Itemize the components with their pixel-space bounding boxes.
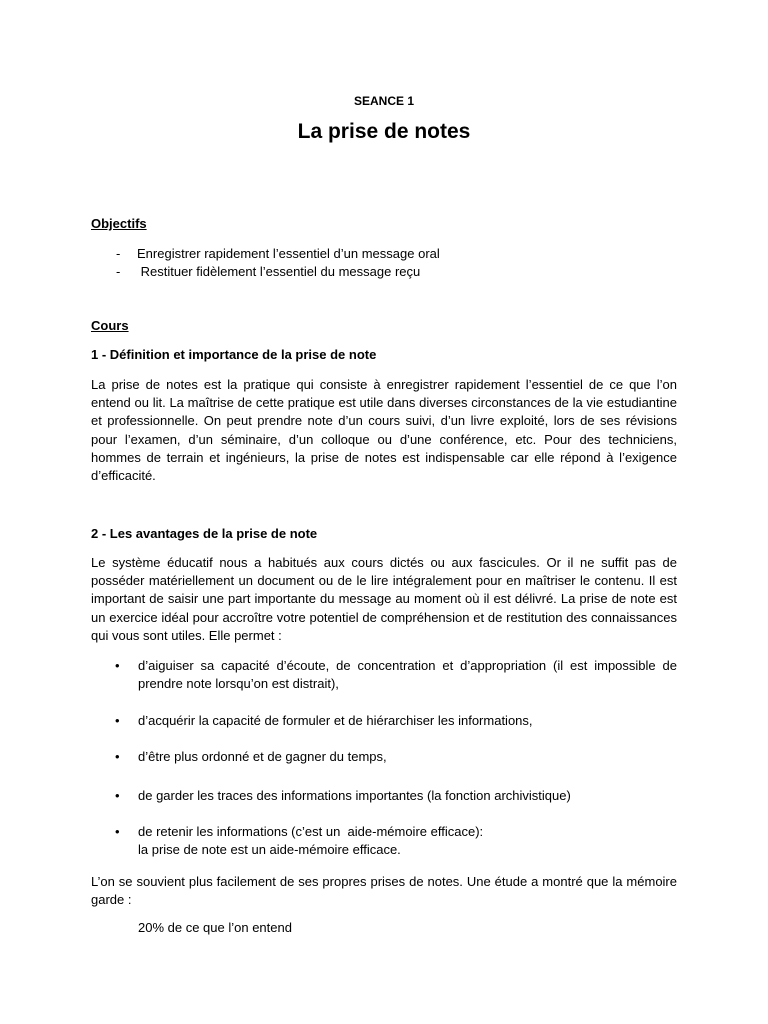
objectifs-list bbox=[91, 245, 677, 281]
bullet-text: de garder les traces des informations importantes (la fonction archivistique) bbox=[138, 788, 571, 803]
dash-icon: - bbox=[116, 264, 121, 280]
memory-paragraph-wrapper bbox=[91, 873, 677, 909]
objectifs-section bbox=[91, 215, 677, 233]
objectif-text: Enregistrer rapidement l’essentiel d’un message oral bbox=[137, 246, 440, 261]
list-item bbox=[91, 787, 677, 805]
section2-heading: 2 - Les avantages de la prise de note bbox=[91, 526, 318, 541]
section2-paragraph-wrapper bbox=[91, 554, 677, 645]
list-item bbox=[91, 748, 677, 766]
list-item bbox=[91, 823, 677, 859]
seance-label: SEANCE 1 bbox=[353, 94, 415, 108]
bullet-icon: • bbox=[115, 788, 120, 803]
cours-section bbox=[91, 317, 677, 335]
list-item bbox=[91, 245, 677, 263]
objectifs-list-wrapper bbox=[91, 245, 677, 281]
section1-paragraph: La prise de notes est la pratique qui consiste à enregistrer rapidement l’essentiel de ce que l’on entend ou lit. La maîtrise de cette pratique est utile dans diverses circonstances de la vie estudiantine et professionnelle. On peut prendre note d’un cours suivi, d’un livre exploité, lors de ses révisions pour l’examen, d’un séminaire, d’un colloque ou d’une conférence, etc. Pour des techniciens, hommes de terrain et ingénieurs, la prise de notes est indispensable car elle répond à l’exigence d’efficacité. bbox=[91, 377, 677, 484]
bullet-icon: • bbox=[115, 749, 120, 764]
bullet-text: de retenir les informations (c’est un aide-mémoire efficace): bbox=[138, 824, 484, 839]
list-item bbox=[91, 263, 677, 281]
bullet-icon: • bbox=[115, 713, 120, 728]
cours-heading: Cours bbox=[91, 318, 129, 333]
objectif-text: Restituer fidèlement l’essentiel du message reçu bbox=[137, 264, 421, 280]
bullet-icon: • bbox=[115, 658, 120, 673]
page-title: La prise de notes bbox=[297, 120, 471, 143]
memory-item: 20% de ce que l’on entend bbox=[138, 920, 292, 935]
list-item bbox=[91, 712, 677, 730]
bullet-text: d’aiguiser sa capacité d’écoute, de concentration et d’appropriation (il est impossible de prendre note lorsqu’on est distrait), bbox=[138, 658, 677, 692]
bullet-text: d’acquérir la capacité de formuler et de hiérarchiser les informations, bbox=[138, 713, 533, 728]
list-item bbox=[91, 657, 677, 693]
section2-paragraph: Le système éducatif nous a habitués aux cours dictés ou aux fascicules. Or il ne suffit pas de posséder matériellement un document ou de le lire intégralement pour en maîtriser le contenu. Il est important de saisir une part importante du message au moment où il est délivré. La prise de note est un exercice idéal pour accroître votre potentiel de compréhension et de restitution des connaissances qui vous sont utiles. Elle permet : bbox=[91, 555, 677, 643]
bullet-continuation: la prise de note est un aide-mémoire efficace. bbox=[138, 842, 401, 858]
dash-icon: - bbox=[116, 246, 121, 261]
bullet-text: d’être plus ordonné et de gagner du temps, bbox=[138, 749, 387, 764]
bullet-icon: • bbox=[115, 824, 120, 839]
section1-paragraph-wrapper bbox=[91, 376, 677, 485]
memory-paragraph: L’on se souvient plus facilement de ses propres prises de notes. Une étude a montré que la mémoire garde : bbox=[91, 874, 677, 908]
objectifs-heading: Objectifs bbox=[91, 216, 147, 231]
section1-heading: 1 - Définition et importance de la prise de note bbox=[91, 347, 377, 362]
